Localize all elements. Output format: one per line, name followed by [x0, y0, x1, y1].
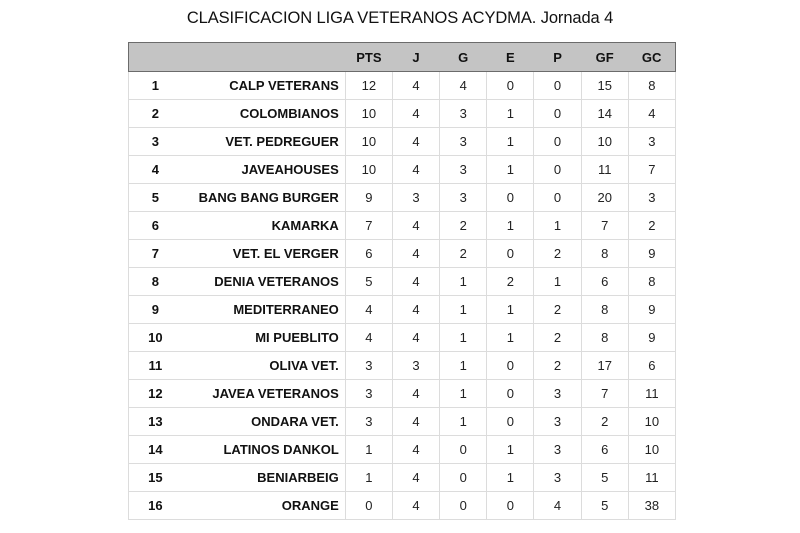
table-row — [129, 184, 676, 212]
table-row — [129, 464, 676, 492]
goals-against-cell: 8 — [628, 72, 675, 100]
won-cell: 1 — [440, 268, 487, 296]
position-cell: 9 — [129, 296, 184, 324]
drawn-cell: 0 — [487, 408, 534, 436]
table-row — [129, 380, 676, 408]
position-cell: 8 — [129, 268, 184, 296]
played-cell: 4 — [392, 380, 439, 408]
won-cell: 1 — [440, 408, 487, 436]
won-cell: 0 — [440, 492, 487, 520]
team-name-cell: CALP VETERANS — [184, 72, 346, 100]
lost-cell: 3 — [534, 380, 581, 408]
drawn-cell: 0 — [487, 352, 534, 380]
team-name-cell: JAVEA VETERANOS — [184, 380, 346, 408]
position-cell: 10 — [129, 324, 184, 352]
lost-cell: 2 — [534, 240, 581, 268]
played-cell: 3 — [392, 352, 439, 380]
drawn-cell: 1 — [487, 128, 534, 156]
position-cell: 3 — [129, 128, 184, 156]
position-cell: 7 — [129, 240, 184, 268]
table-row — [129, 72, 676, 100]
team-name-cell: LATINOS DANKOL — [184, 436, 346, 464]
goals-against-cell: 3 — [628, 184, 675, 212]
header-g: G — [440, 43, 487, 72]
drawn-cell: 1 — [487, 212, 534, 240]
played-cell: 4 — [392, 240, 439, 268]
won-cell: 3 — [440, 128, 487, 156]
pts-cell: 3 — [345, 352, 392, 380]
goals-against-cell: 6 — [628, 352, 675, 380]
lost-cell: 0 — [534, 184, 581, 212]
pts-cell: 3 — [345, 380, 392, 408]
goals-against-cell: 9 — [628, 324, 675, 352]
page-title: CLASIFICACION LIGA VETERANOS ACYDMA. Jornada 4 — [186, 9, 614, 27]
goals-against-cell: 8 — [628, 268, 675, 296]
won-cell: 0 — [440, 464, 487, 492]
drawn-cell: 0 — [487, 72, 534, 100]
goals-for-cell: 11 — [581, 156, 628, 184]
drawn-cell: 2 — [487, 268, 534, 296]
lost-cell: 1 — [534, 268, 581, 296]
played-cell: 4 — [392, 100, 439, 128]
team-name-cell: JAVEAHOUSES — [184, 156, 346, 184]
header-pts: PTS — [345, 43, 392, 72]
lost-cell: 3 — [534, 436, 581, 464]
played-cell: 4 — [392, 408, 439, 436]
goals-against-cell: 2 — [628, 212, 675, 240]
played-cell: 4 — [392, 268, 439, 296]
position-cell: 6 — [129, 212, 184, 240]
goals-against-cell: 3 — [628, 128, 675, 156]
table-row — [129, 212, 676, 240]
lost-cell: 1 — [534, 212, 581, 240]
position-cell: 11 — [129, 352, 184, 380]
won-cell: 4 — [440, 72, 487, 100]
lost-cell: 0 — [534, 100, 581, 128]
lost-cell: 3 — [534, 408, 581, 436]
standings-table — [128, 42, 676, 520]
won-cell: 3 — [440, 100, 487, 128]
lost-cell: 0 — [534, 72, 581, 100]
position-cell: 14 — [129, 436, 184, 464]
table-row — [129, 324, 676, 352]
pts-cell: 10 — [345, 128, 392, 156]
won-cell: 2 — [440, 212, 487, 240]
position-cell: 5 — [129, 184, 184, 212]
pts-cell: 6 — [345, 240, 392, 268]
team-name-cell: KAMARKA — [184, 212, 346, 240]
drawn-cell: 0 — [487, 184, 534, 212]
played-cell: 4 — [392, 492, 439, 520]
drawn-cell: 1 — [487, 296, 534, 324]
header-gf: GF — [581, 43, 628, 72]
played-cell: 4 — [392, 436, 439, 464]
header-j: J — [392, 43, 439, 72]
team-name-cell: ONDARA VET. — [184, 408, 346, 436]
goals-for-cell: 2 — [581, 408, 628, 436]
drawn-cell: 0 — [487, 240, 534, 268]
header-position — [129, 43, 184, 72]
drawn-cell: 1 — [487, 324, 534, 352]
goals-for-cell: 5 — [581, 492, 628, 520]
team-name-cell: BANG BANG BURGER — [184, 184, 346, 212]
table-row — [129, 100, 676, 128]
lost-cell: 2 — [534, 296, 581, 324]
won-cell: 3 — [440, 184, 487, 212]
table-body — [129, 72, 676, 520]
header-e: E — [487, 43, 534, 72]
goals-for-cell: 5 — [581, 464, 628, 492]
position-cell: 2 — [129, 100, 184, 128]
goals-for-cell: 20 — [581, 184, 628, 212]
played-cell: 4 — [392, 128, 439, 156]
pts-cell: 4 — [345, 324, 392, 352]
lost-cell: 0 — [534, 128, 581, 156]
header-row — [129, 43, 676, 72]
team-name-cell: VET. EL VERGER — [184, 240, 346, 268]
drawn-cell: 1 — [487, 100, 534, 128]
pts-cell: 9 — [345, 184, 392, 212]
table-row — [129, 128, 676, 156]
pts-cell: 7 — [345, 212, 392, 240]
pts-cell: 1 — [345, 464, 392, 492]
goals-for-cell: 8 — [581, 240, 628, 268]
goals-for-cell: 8 — [581, 324, 628, 352]
position-cell: 13 — [129, 408, 184, 436]
lost-cell: 4 — [534, 492, 581, 520]
team-name-cell: OLIVA VET. — [184, 352, 346, 380]
goals-against-cell: 38 — [628, 492, 675, 520]
lost-cell: 0 — [534, 156, 581, 184]
won-cell: 1 — [440, 296, 487, 324]
goals-against-cell: 10 — [628, 408, 675, 436]
pts-cell: 3 — [345, 408, 392, 436]
drawn-cell: 1 — [487, 156, 534, 184]
won-cell: 1 — [440, 352, 487, 380]
table-row — [129, 436, 676, 464]
pts-cell: 10 — [345, 156, 392, 184]
goals-against-cell: 7 — [628, 156, 675, 184]
goals-for-cell: 15 — [581, 72, 628, 100]
drawn-cell: 1 — [487, 464, 534, 492]
goals-for-cell: 10 — [581, 128, 628, 156]
goals-for-cell: 17 — [581, 352, 628, 380]
team-name-cell: DENIA VETERANOS — [184, 268, 346, 296]
header-p: P — [534, 43, 581, 72]
goals-against-cell: 10 — [628, 436, 675, 464]
played-cell: 4 — [392, 212, 439, 240]
played-cell: 4 — [392, 156, 439, 184]
table-row — [129, 408, 676, 436]
pts-cell: 12 — [345, 72, 392, 100]
played-cell: 4 — [392, 464, 439, 492]
pts-cell: 5 — [345, 268, 392, 296]
header-team — [184, 43, 346, 72]
played-cell: 4 — [392, 296, 439, 324]
drawn-cell: 1 — [487, 436, 534, 464]
won-cell: 2 — [440, 240, 487, 268]
team-name-cell: MI PUEBLITO — [184, 324, 346, 352]
position-cell: 15 — [129, 464, 184, 492]
goals-for-cell: 14 — [581, 100, 628, 128]
table-row — [129, 492, 676, 520]
team-name-cell: BENIARBEIG — [184, 464, 346, 492]
drawn-cell: 0 — [487, 492, 534, 520]
pts-cell: 0 — [345, 492, 392, 520]
played-cell: 4 — [392, 324, 439, 352]
table-row — [129, 268, 676, 296]
goals-against-cell: 4 — [628, 100, 675, 128]
won-cell: 1 — [440, 380, 487, 408]
goals-against-cell: 9 — [628, 240, 675, 268]
lost-cell: 2 — [534, 352, 581, 380]
position-cell: 16 — [129, 492, 184, 520]
goals-for-cell: 8 — [581, 296, 628, 324]
lost-cell: 3 — [534, 464, 581, 492]
team-name-cell: MEDITERRANEO — [184, 296, 346, 324]
team-name-cell: VET. PEDREGUER — [184, 128, 346, 156]
table-row — [129, 352, 676, 380]
played-cell: 3 — [392, 184, 439, 212]
won-cell: 1 — [440, 324, 487, 352]
table-row — [129, 156, 676, 184]
goals-for-cell: 6 — [581, 436, 628, 464]
goals-for-cell: 7 — [581, 212, 628, 240]
won-cell: 0 — [440, 436, 487, 464]
position-cell: 4 — [129, 156, 184, 184]
goals-against-cell: 11 — [628, 464, 675, 492]
drawn-cell: 0 — [487, 380, 534, 408]
team-name-cell: ORANGE — [184, 492, 346, 520]
header-gc: GC — [628, 43, 675, 72]
position-cell: 1 — [129, 72, 184, 100]
goals-for-cell: 6 — [581, 268, 628, 296]
lost-cell: 2 — [534, 324, 581, 352]
goals-for-cell: 7 — [581, 380, 628, 408]
position-cell: 12 — [129, 380, 184, 408]
goals-against-cell: 9 — [628, 296, 675, 324]
pts-cell: 10 — [345, 100, 392, 128]
played-cell: 4 — [392, 72, 439, 100]
team-name-cell: COLOMBIANOS — [184, 100, 346, 128]
pts-cell: 1 — [345, 436, 392, 464]
won-cell: 3 — [440, 156, 487, 184]
goals-against-cell: 11 — [628, 380, 675, 408]
table-row — [129, 240, 676, 268]
table-row — [129, 296, 676, 324]
pts-cell: 4 — [345, 296, 392, 324]
